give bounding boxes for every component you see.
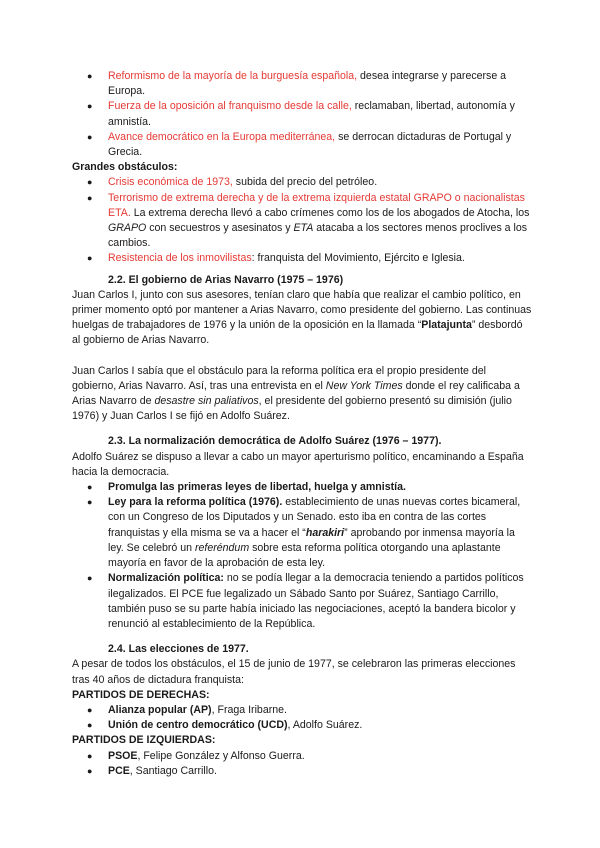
red-text: Crisis económica de 1973,	[108, 176, 233, 189]
bullet-icon: ●	[87, 573, 93, 584]
italic-text: referéndum	[194, 541, 250, 554]
italic-text: desastre sin paliativos	[154, 395, 259, 408]
paragraph-text: Juan Carlos I, junto con sus asesores, tenían claro que había que realizar el cambio político, en primer momento optó por mantener a Arias Navarro, como presidente del gobierno. Las continuas huelgas de trabajadores de 1976 y la unión de la oposición en la llamada “	[72, 288, 532, 332]
section-title: 2.2. El gobierno de Arias Navarro (1975 – 1976)	[108, 273, 344, 286]
left-parties-list	[72, 749, 532, 779]
list-item	[72, 130, 532, 160]
item-text: sobre esta reforma política otorgando una aplastante mayoría en favor de la aprobación de esta ley.	[108, 541, 501, 570]
paragraph: A pesar de todos los obstáculos, el 15 de junio de 1977, se celebraron las primeras elecciones tras 40 años de dictadura franquista:	[72, 658, 516, 686]
obstacles-heading: Grandes obstáculos:	[72, 161, 178, 174]
bullet-icon: ●	[87, 482, 93, 493]
paragraph-text: donde el rey calificaba a Arias Navarro de	[72, 379, 520, 408]
item-text: , Felipe González y Alfonso Guerra.	[137, 749, 305, 762]
list-item	[72, 703, 532, 718]
bullet-icon: ●	[87, 71, 93, 81]
section-title: 2.3. La normalización democrática de Adolfo Suárez (1976 – 1977).	[108, 435, 442, 448]
bold-text: Unión de centro democrático (UCD)	[108, 719, 288, 732]
bullet-icon: ●	[87, 131, 93, 142]
bullet-icon: ●	[87, 101, 93, 112]
right-parties-list	[72, 703, 532, 733]
bullet-icon: ●	[87, 765, 93, 776]
italic-text: GRAPO	[108, 222, 147, 235]
left-parties-heading: PARTIDOS DE IZQUIERDAS:	[72, 734, 216, 747]
item-text: : franquista del Movimiento, Ejército e Iglesia.	[251, 252, 465, 265]
list-item	[72, 175, 532, 190]
list-item	[72, 191, 532, 252]
bold-text: Normalización política:	[108, 572, 224, 585]
item-text: , Adolfo Suárez.	[287, 719, 363, 732]
bullet-icon: ●	[87, 720, 93, 731]
item-text: , Fraga Iribarne.	[211, 703, 287, 716]
list-item	[72, 69, 532, 99]
causes-list	[72, 69, 532, 160]
item-text: subida del precio del petróleo.	[232, 176, 378, 189]
bold-text: Platajunta	[421, 319, 472, 332]
paragraph	[72, 364, 532, 425]
list-item	[72, 571, 532, 632]
measures-list	[72, 480, 532, 632]
item-text: La extrema derecha llevó a cabo crímenes como los de los abogados de Atocha, los	[130, 206, 530, 219]
list-item	[72, 99, 532, 129]
bullet-icon: ●	[87, 704, 93, 715]
bullet-icon: ●	[87, 192, 93, 203]
paragraph	[72, 288, 532, 349]
document-content	[72, 69, 532, 779]
bold-text: PCE	[108, 764, 130, 777]
right-parties-heading: PARTIDOS DE DERECHAS:	[72, 688, 210, 701]
red-text: Avance democrático en la Europa mediterránea,	[108, 130, 336, 143]
red-text: Reformismo de la mayoría de la burguesía española,	[108, 70, 358, 82]
bold-text: Alianza popular (AP)	[108, 703, 212, 716]
italic-text: New York Times	[325, 379, 403, 392]
item-text: atacaba a los sectores menos proclives a los cambios.	[108, 222, 528, 250]
list-item	[72, 764, 532, 779]
bold-italic-text: harakiri	[305, 526, 345, 539]
obstacles-list	[72, 175, 532, 266]
list-item	[72, 718, 532, 733]
bold-text: Promulga las primeras leyes de libertad, huelga y amnistía.	[108, 481, 406, 494]
list-item	[72, 749, 532, 764]
list-item	[72, 495, 532, 571]
item-text: ” aprobando por inmensa mayoría la ley. Se celebró un	[108, 526, 515, 554]
bold-text: Ley para la reforma política (1976).	[108, 496, 283, 509]
item-text: reclamaban, libertad, autonomía y amnistía.	[108, 100, 515, 128]
paragraph: Adolfo Suárez se dispuso a llevar a cabo un mayor aperturismo político, encaminando a España hacia la democracia.	[72, 450, 524, 478]
bold-text: PSOE	[108, 749, 138, 762]
italic-text: ETA	[293, 222, 314, 235]
red-text: Fuerza de la oposición al franquismo desde la calle,	[108, 100, 352, 113]
bullet-icon: ●	[87, 253, 93, 264]
paragraph-text: Juan Carlos I sabía que el obstáculo para la reforma política era el propio presidente del gobierno, Arias Navarro. Así, tras una entrevista en el	[72, 364, 486, 392]
bullet-icon: ●	[87, 750, 93, 761]
bullet-icon: ●	[87, 177, 93, 188]
item-text: desea integrarse y parecerse a Europa.	[108, 70, 507, 98]
item-text: se derrocan dictaduras de Portugal y Grecia.	[108, 130, 512, 159]
spacer	[72, 349, 532, 364]
section-title: 2.4. Las elecciones de 1977.	[108, 643, 249, 656]
item-text: , Santiago Carrillo.	[129, 764, 217, 777]
red-text: Terrorismo de extrema derecha y de la extrema izquierda estatal GRAPO o nacionalistas ETA.	[108, 191, 525, 219]
bullet-icon: ●	[87, 497, 93, 508]
list-item	[72, 480, 532, 495]
paragraph-text: ” desbordó al gobierno de Arias Navarro.	[72, 319, 523, 347]
item-text: establecimiento de unas nuevas cortes bicameral, con un Congreso de los Diputados y un Senado. esto iba en contra de las cortes franquistas y ella misma se va a hacer el “	[108, 496, 521, 539]
item-text: con secuestros y asesinatos y	[146, 222, 294, 235]
item-text: no se podía llegar a la democracia teniendo a partidos políticos ilegalizados. El PCE fue legalizado un Sábado Santo por Suárez, Santiago Carrillo, también puso se su parte había iniciado las negociaciones, aceptó la bandera bicolor y renunció al establecimiento de la República.	[108, 572, 524, 630]
paragraph-text: , el presidente del gobierno presentó su dimisión (julio 1976) y Juan Carlos I se fijó en Adolfo Suárez.	[72, 395, 512, 423]
red-text: Resistencia de los inmovilistas	[108, 252, 252, 265]
list-item	[72, 251, 532, 266]
